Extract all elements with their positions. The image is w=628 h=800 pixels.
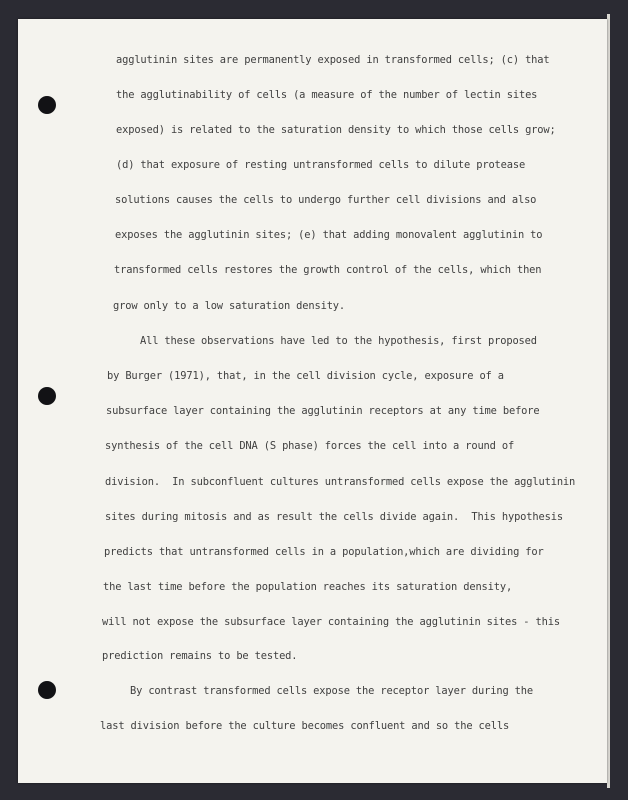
- typewritten-page: [18, 19, 607, 783]
- punch-hole: [38, 681, 56, 699]
- text-line: exposes the agglutinin sites; (e) that adding monovalent agglutinin to: [115, 229, 543, 241]
- page-edge: [607, 14, 610, 788]
- text-line: transformed cells restores the growth control of the cells, which then: [114, 264, 542, 276]
- text-line: division. In subconfluent cultures untransformed cells expose the agglutinin: [105, 476, 576, 488]
- text-line: sites during mitosis and as result the cells divide again. This hypothesis: [105, 511, 563, 523]
- paragraph-start-line: By contrast transformed cells expose the receptor layer during the: [130, 685, 533, 697]
- text-line: will not expose the subsurface layer containing the agglutinin sites - this: [102, 616, 560, 628]
- paragraph-start-line: All these observations have led to the hypothesis, first proposed: [140, 335, 537, 347]
- text-line: grow only to a low saturation density.: [113, 300, 346, 312]
- punch-hole: [38, 96, 56, 114]
- text-line: the last time before the population reaches its saturation density,: [103, 581, 513, 593]
- text-line: predicts that untransformed cells in a population,which are dividing for: [104, 546, 544, 558]
- text-line: (d) that exposure of resting untransformed cells to dilute protease: [116, 159, 526, 171]
- text-line: agglutinin sites are permanently exposed in transformed cells; (c) that: [116, 54, 550, 66]
- text-line: synthesis of the cell DNA (S phase) forces the cell into a round of: [105, 440, 515, 452]
- punch-hole: [38, 387, 56, 405]
- text-line: solutions causes the cells to undergo further cell divisions and also: [115, 194, 537, 206]
- text-line: exposed) is related to the saturation density to which those cells grow;: [116, 124, 556, 136]
- text-line: last division before the culture becomes confluent and so the cells: [100, 720, 510, 732]
- text-line: prediction remains to be tested.: [102, 650, 298, 662]
- text-line: subsurface layer containing the agglutinin receptors at any time before: [106, 405, 540, 417]
- text-line: by Burger (1971), that, in the cell division cycle, exposure of a: [107, 370, 504, 382]
- text-line: the agglutinability of cells (a measure of the number of lectin sites: [116, 89, 538, 101]
